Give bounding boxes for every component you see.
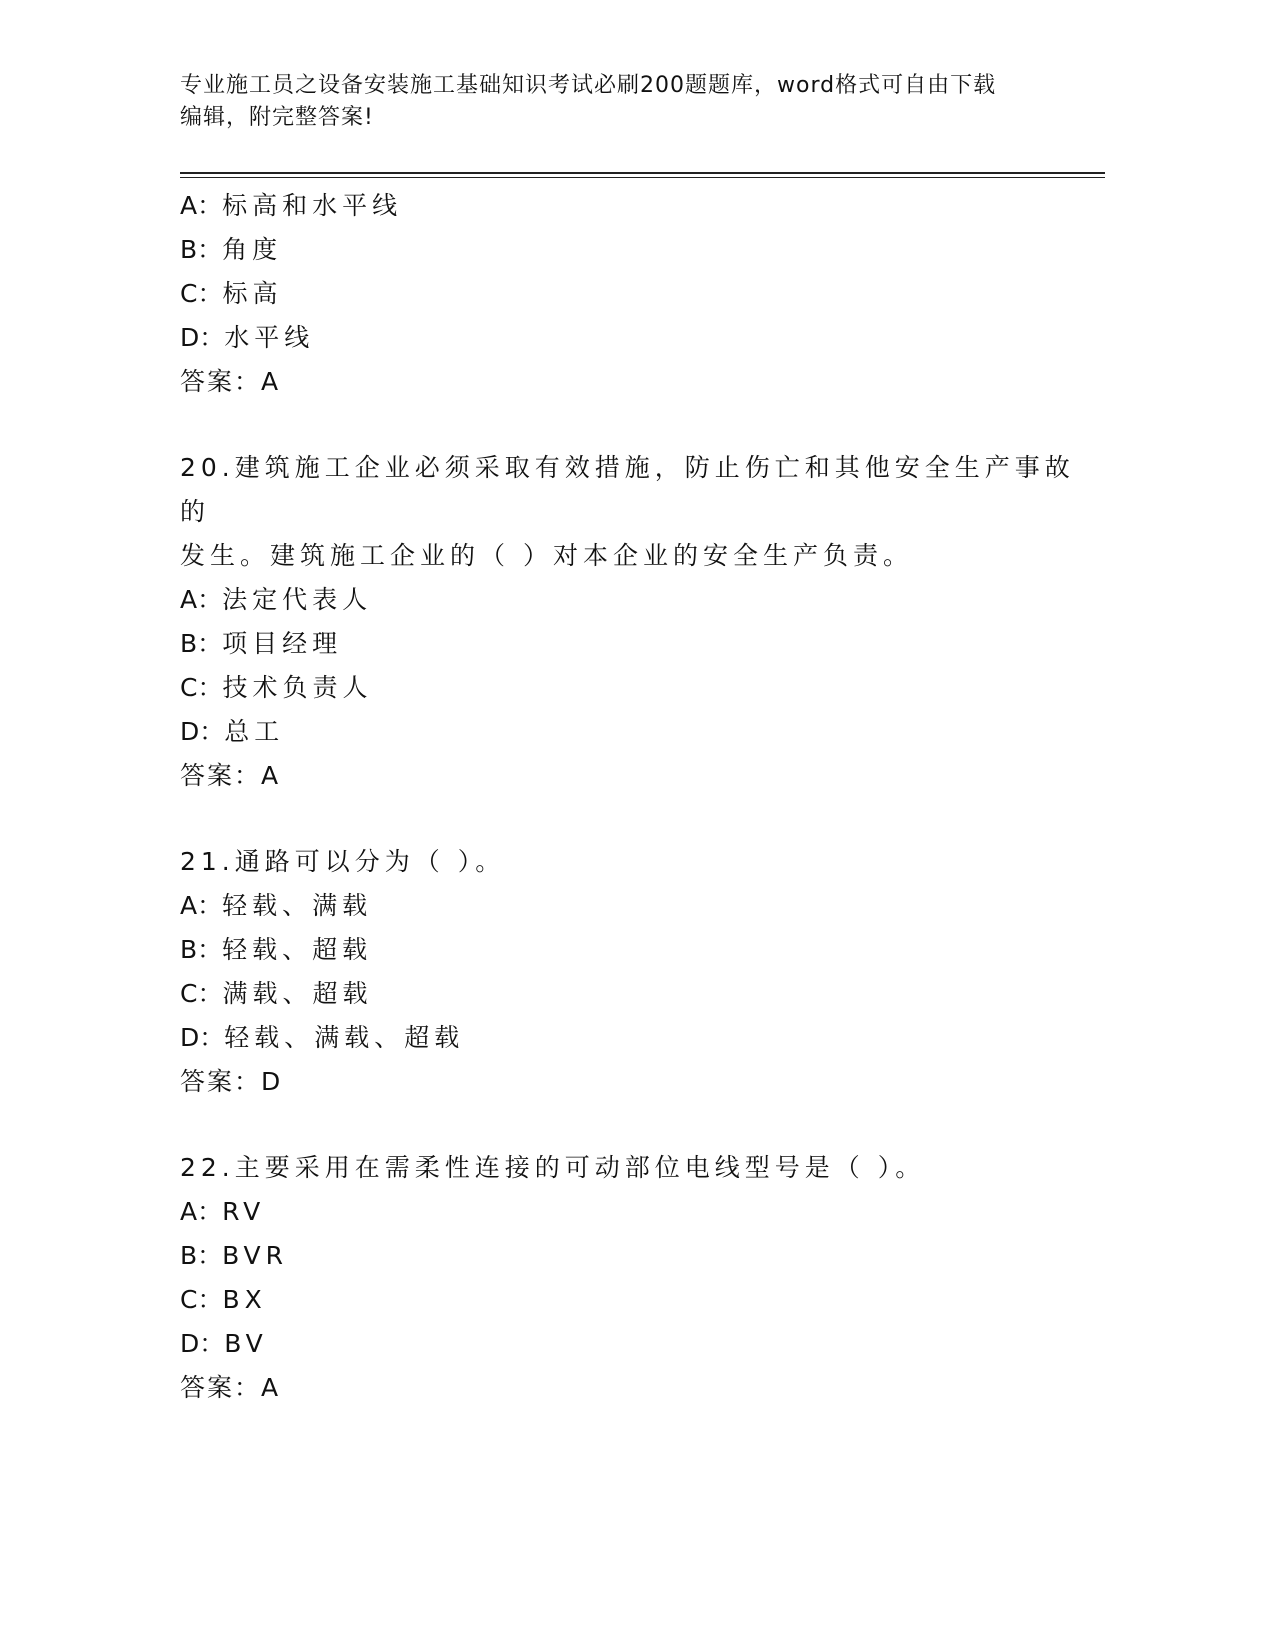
question-21 [180,840,1080,1104]
option-c: C：满载、超载 [180,979,373,1008]
option-c: C：标高 [180,279,283,308]
question-19 [180,184,1080,404]
option-d: D：总工 [180,717,285,746]
option-d: D：BV [180,1329,268,1358]
question-stem: 21.通路可以分为（ ）。 [180,847,506,876]
answer: 答案：A [180,761,281,790]
option-b: B：项目经理 [180,629,343,658]
option-a: A：法定代表人 [180,585,373,614]
question-20 [180,446,1080,798]
question-stem: 20.建筑施工企业必须采取有效措施，防止伤亡和其他安全生产事故的 发生。建筑施工企业的（ ）对本企业的安全生产负责。 [180,453,1075,570]
option-c: C：技术负责人 [180,673,373,702]
option-b: B：角度 [180,235,283,264]
option-a: A：标高和水平线 [180,191,403,220]
answer: 答案：A [180,1373,281,1402]
question-list [180,184,1080,1410]
option-c: C：BX [180,1285,267,1314]
option-a: A：轻载、满载 [180,891,373,920]
option-a: A：RV [180,1197,266,1226]
answer: 答案：A [180,367,281,396]
option-b: B：轻载、超载 [180,935,373,964]
header-divider-thick [180,172,1105,174]
option-d: D：水平线 [180,323,315,352]
header-title-line2: 编辑，附完整答案! [180,105,374,130]
question-22 [180,1146,1080,1410]
option-d: D：轻载、满载、超载 [180,1023,465,1052]
document-header [180,70,1040,134]
header-divider-thin [180,177,1105,178]
question-stem: 22.主要采用在需柔性连接的可动部位电线型号是（ ）。 [180,1153,926,1182]
option-b: B：BVR [180,1241,289,1270]
header-title-line1: 专业施工员之设备安装施工基础知识考试必刷200题题库，word格式可自由下载 [180,73,997,98]
answer: 答案：D [180,1067,283,1096]
